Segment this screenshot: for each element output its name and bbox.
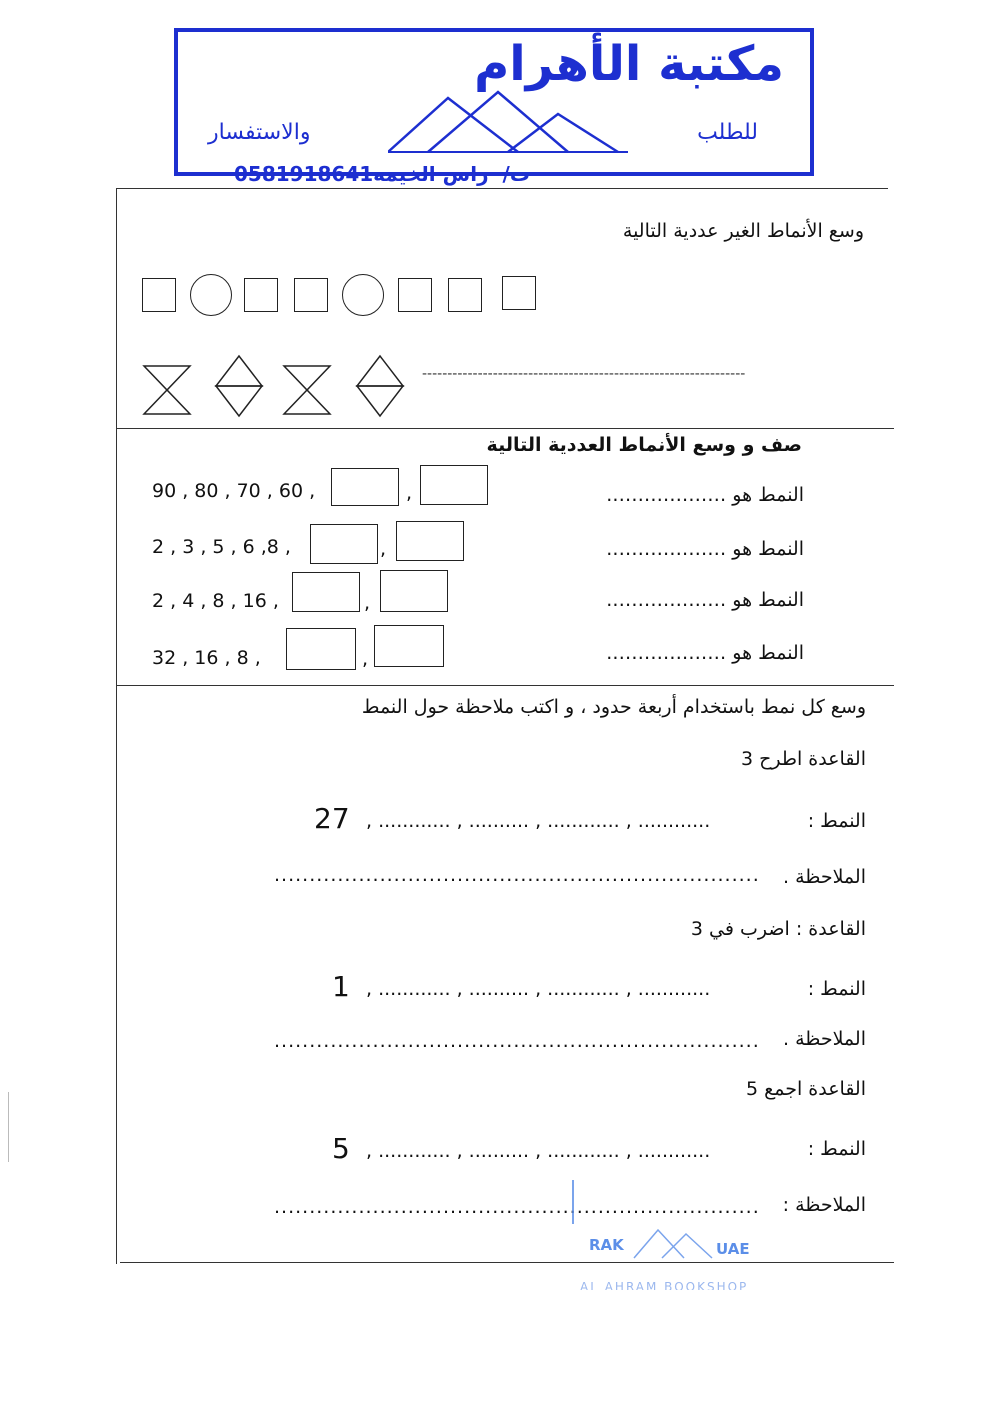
answer-box[interactable] xyxy=(310,524,378,564)
pyramids-logo-icon xyxy=(388,84,628,154)
number-sequence-2: 2 , 3 , 5 , 6 ,8 , xyxy=(152,536,291,558)
square-shape xyxy=(448,278,482,312)
rule-1: القاعدة اطرح 3 xyxy=(740,748,866,770)
square-shape xyxy=(244,278,278,312)
shape-answer-line[interactable]: ---------------------------------------------------------------- xyxy=(422,366,746,382)
stamp-pyramids-icon xyxy=(632,1224,722,1260)
frame-top-line xyxy=(116,188,888,189)
order-label: للطلب xyxy=(697,120,758,145)
inquiry-label: والاستفسار xyxy=(208,120,311,145)
rule-3: القاعدة اجمع 5 xyxy=(745,1078,866,1100)
start-term-3: 5 xyxy=(332,1132,350,1165)
comma: , xyxy=(364,592,371,614)
rule-2: القاعدة : اضرب في 3 xyxy=(690,918,866,940)
comma: , xyxy=(406,482,413,504)
answer-box[interactable] xyxy=(286,628,356,670)
hourglass-icon xyxy=(144,366,190,414)
pattern-description-1[interactable]: النمط هو ………………. xyxy=(606,484,804,506)
section1-instruction: وسع الأنماط الغير عددية التالية xyxy=(622,220,864,242)
answer-box[interactable] xyxy=(396,521,464,561)
pattern-label-1: النمط : xyxy=(807,810,866,832)
pattern-description-2[interactable]: النمط هو ………………. xyxy=(606,538,804,560)
square-shape xyxy=(142,278,176,312)
start-term-2: 1 xyxy=(332,970,350,1003)
start-term-1: 27 xyxy=(314,802,350,835)
triangle-pattern-row xyxy=(140,352,410,422)
answer-box[interactable] xyxy=(420,465,488,505)
bookshop-stamp xyxy=(570,1180,770,1290)
answer-box[interactable] xyxy=(331,468,399,506)
pattern-blanks-1[interactable]: , ............ , .......... , ............ , ............ xyxy=(366,810,711,832)
frame-bottom-line xyxy=(120,1262,894,1263)
diamond-icon xyxy=(216,356,262,416)
number-sequence-3: 2 , 4 , 8 , 16 , xyxy=(152,590,279,612)
stamp-bookshop-name: AL AHRAM BOOKSHOP xyxy=(580,1280,749,1290)
note-line-2[interactable]: ..................................................................... xyxy=(274,1030,760,1052)
phone-number: 0581918641 xyxy=(234,162,374,186)
city-name: راس الخيمه xyxy=(373,162,489,186)
section-divider-2 xyxy=(116,685,894,686)
square-shape xyxy=(502,276,536,310)
note-label-1: الملاحظة . xyxy=(783,866,866,888)
number-sequence-1: 90 , 80 , 70 , 60 , xyxy=(152,480,316,502)
stamp-bracket xyxy=(572,1180,574,1224)
section3-instruction: وسع كل نمط باستخدام أربعة حدود ، و اكتب ملاحظة حول النمط xyxy=(361,696,866,718)
stamp-uae: UAE xyxy=(716,1240,750,1258)
note-line-1[interactable]: ..................................................................... xyxy=(274,864,760,886)
phone-prefix: ت/ xyxy=(502,162,530,186)
pattern-label-2: النمط : xyxy=(807,978,866,1000)
answer-box[interactable] xyxy=(380,570,448,612)
pattern-description-3[interactable]: النمط هو ………………. xyxy=(606,589,804,611)
stamp-rak: RAK xyxy=(589,1236,624,1254)
diamond-icon xyxy=(357,356,403,416)
margin-mark xyxy=(8,1092,9,1162)
number-sequence-4: 32 , 16 , 8 , xyxy=(152,647,261,669)
answer-box[interactable] xyxy=(292,572,360,612)
hourglass-icon xyxy=(284,366,330,414)
comma: , xyxy=(380,538,387,560)
frame-left-line xyxy=(116,188,117,1264)
bookshop-banner xyxy=(174,28,814,186)
pattern-label-3: النمط : xyxy=(807,1138,866,1160)
note-label-3: الملاحظة : xyxy=(782,1194,866,1216)
note-label-2: الملاحظة . xyxy=(783,1028,866,1050)
answer-box[interactable] xyxy=(374,625,444,667)
comma: , xyxy=(362,648,369,670)
note-line-3[interactable]: ..................................................................... xyxy=(274,1196,760,1218)
circle-shape xyxy=(342,274,384,316)
pattern-blanks-3[interactable]: , ............ , .......... , ............ , ............ xyxy=(366,1140,711,1162)
section-divider-1 xyxy=(116,428,894,429)
bookshop-name: مكتبة الأهرام xyxy=(474,36,784,92)
pattern-blanks-2[interactable]: , ............ , .......... , ............ , ............ xyxy=(366,978,711,1000)
square-shape xyxy=(294,278,328,312)
pattern-description-4[interactable]: النمط هو ………………. xyxy=(606,642,804,664)
square-shape xyxy=(398,278,432,312)
contact-line xyxy=(234,162,530,186)
circle-shape xyxy=(190,274,232,316)
section2-instruction: صف و وسع الأنماط العددية التالية xyxy=(486,434,802,456)
